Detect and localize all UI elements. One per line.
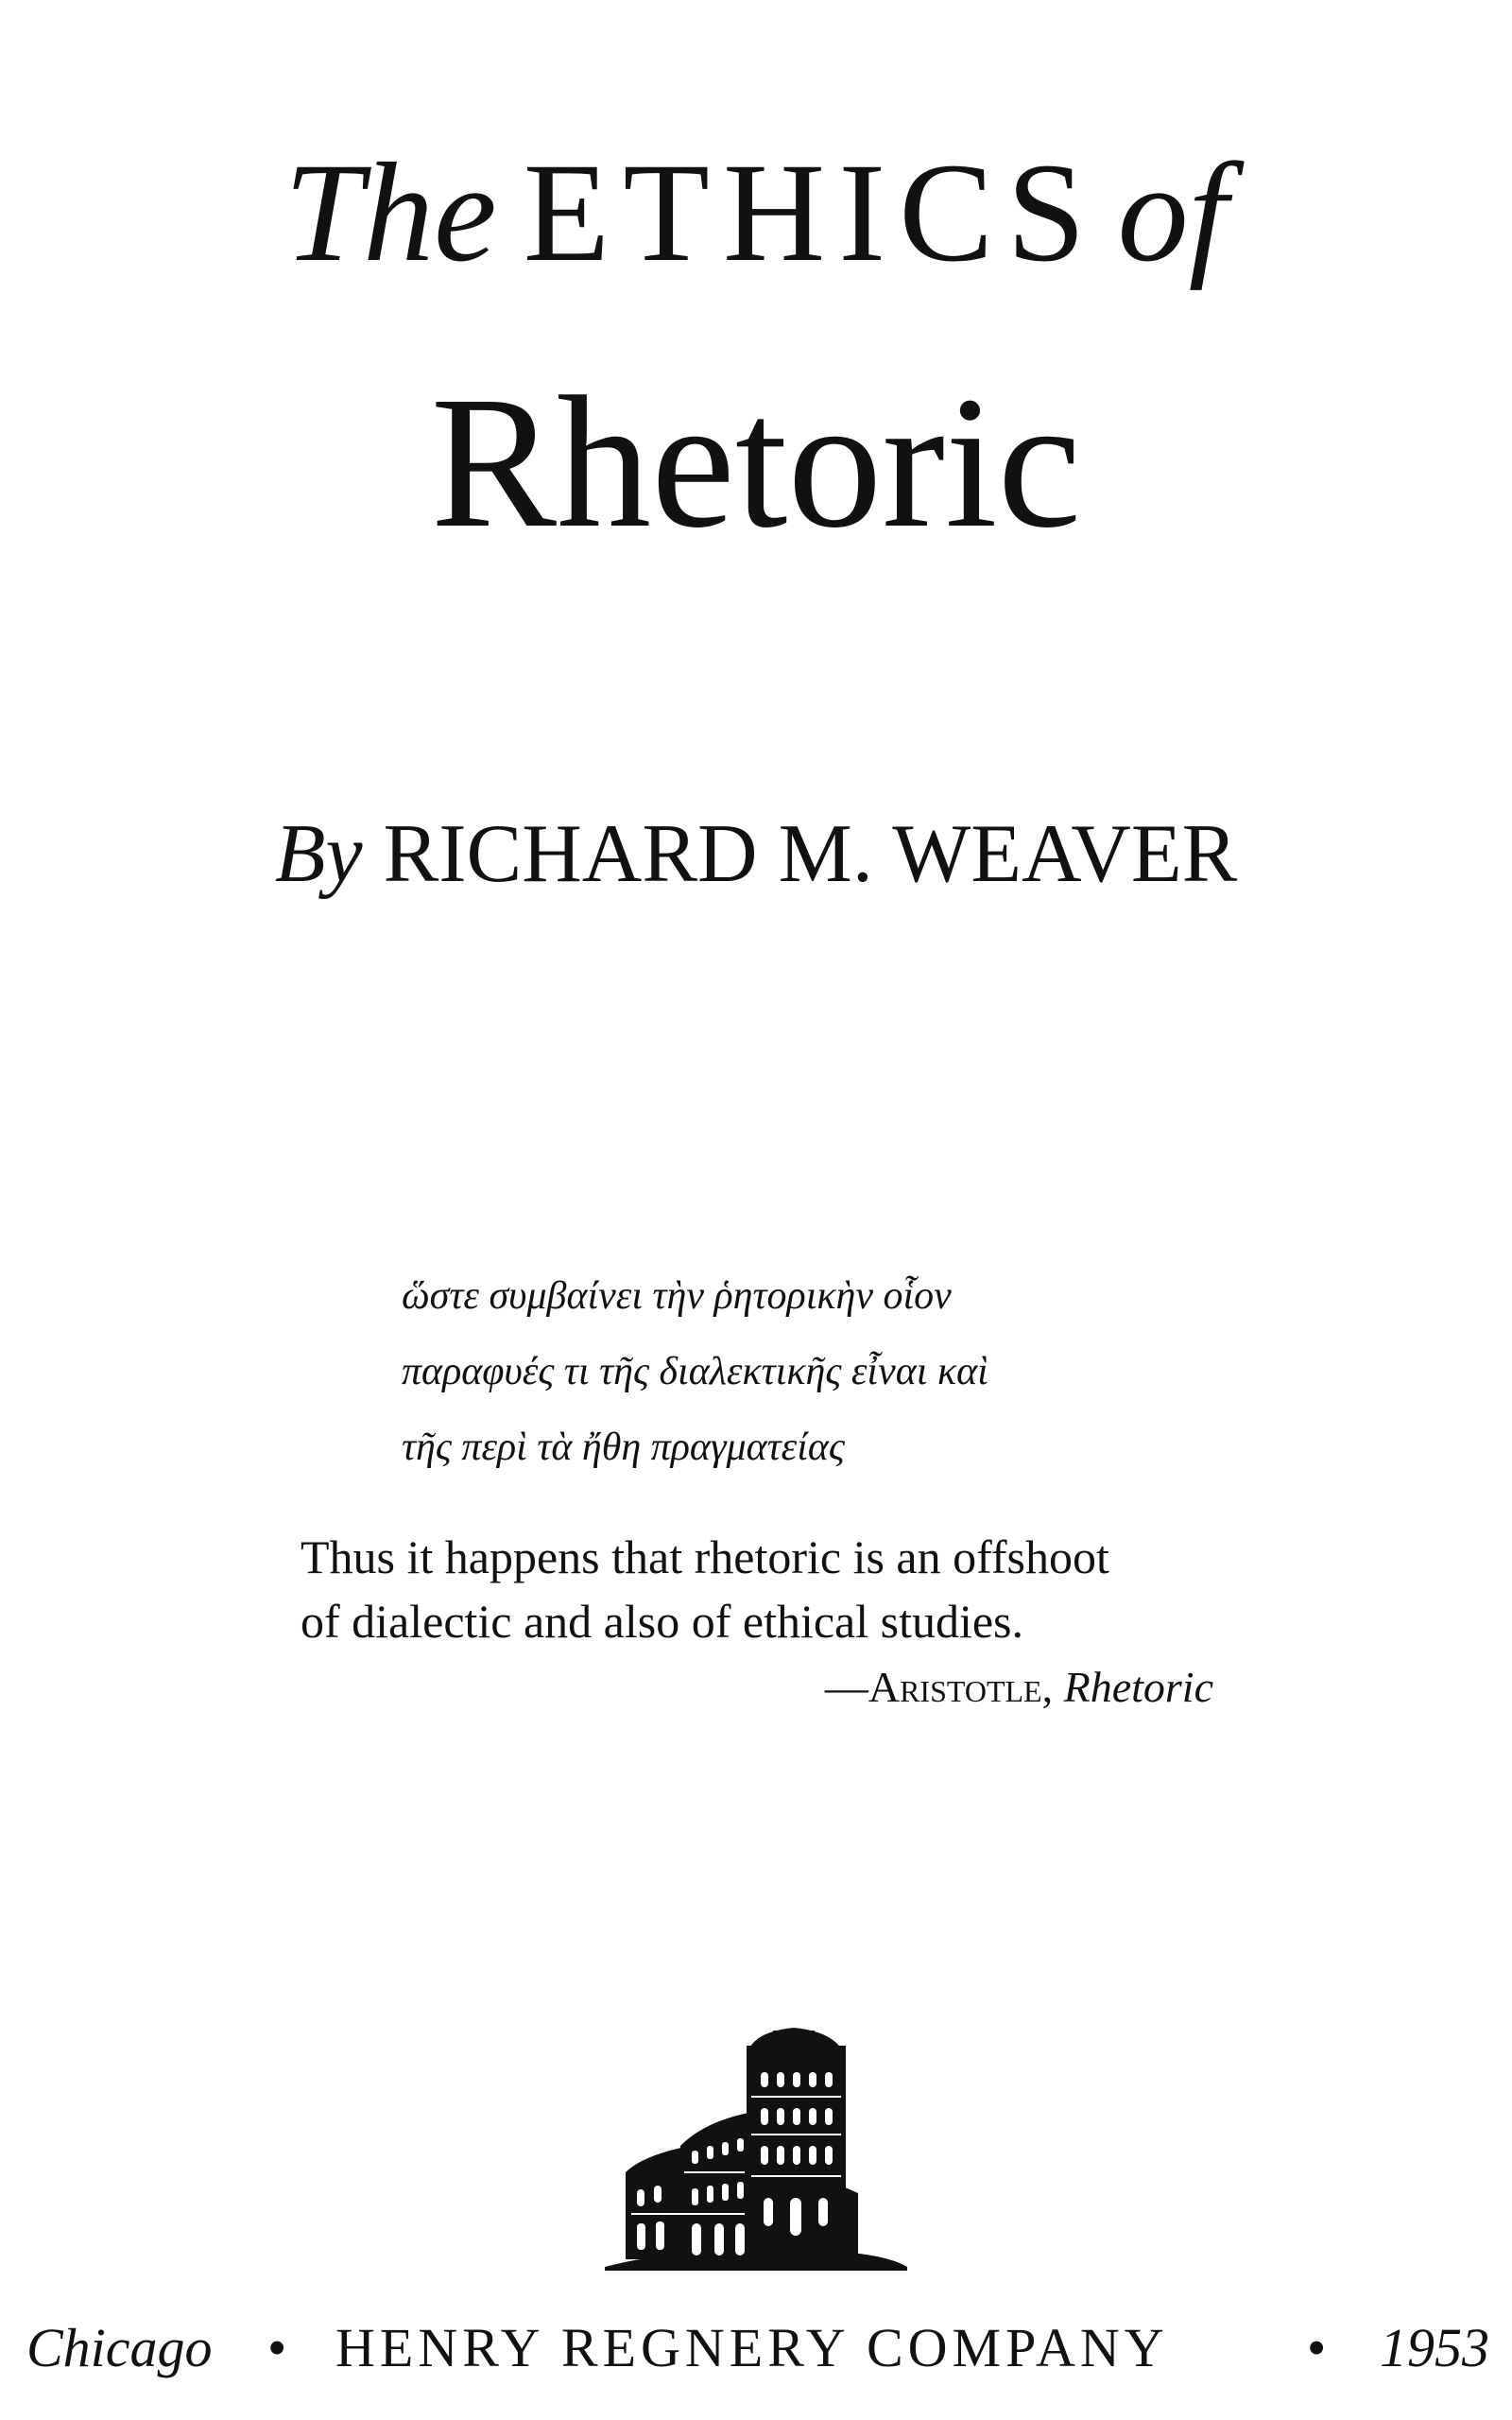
imprint-year: 1953	[1380, 2317, 1489, 2378]
imprint-separator: •	[1307, 2317, 1327, 2378]
author-name: RICHARD M. WEAVER	[383, 808, 1238, 900]
imprint-separator: •	[267, 2317, 287, 2378]
epigraph-greek-line: τῆς περὶ τὰ ἤθη πραγματείας	[402, 1426, 845, 1469]
author-line	[0, 808, 1512, 900]
epigraph-english-line: Thus it happens that rhetoric is an offshoot	[301, 1530, 1109, 1583]
title-article: The	[284, 134, 497, 291]
title-main-word: ETHICS	[523, 134, 1099, 291]
epigraph-attribution	[824, 1663, 1213, 1711]
imprint-publisher: HENRY REGNERY COMPANY	[335, 2317, 1169, 2378]
author-by: By	[274, 808, 363, 900]
title-line-2: Rhetoric	[430, 358, 1082, 567]
epigraph-english-line: of dialectic and also of ethical studies.	[301, 1595, 1024, 1648]
attribution-author: Aristotle	[868, 1663, 1042, 1711]
epigraph-greek-line: ὥστε συμβαίνει τὴν ῥητορικὴν οἷον	[402, 1274, 952, 1318]
attribution-work: Rhetoric	[1063, 1663, 1213, 1711]
colosseum-logo-icon	[605, 2004, 907, 2278]
title-line-1	[0, 134, 1512, 291]
attribution-dash: —	[824, 1663, 868, 1711]
attribution-separator: ,	[1041, 1663, 1064, 1711]
epigraph-greek-line: παραφυές τι τῆς διαλεκτικῆς εἶναι καὶ	[402, 1350, 988, 1393]
imprint-city: Chicago	[26, 2317, 213, 2378]
title-preposition: of	[1117, 134, 1228, 291]
